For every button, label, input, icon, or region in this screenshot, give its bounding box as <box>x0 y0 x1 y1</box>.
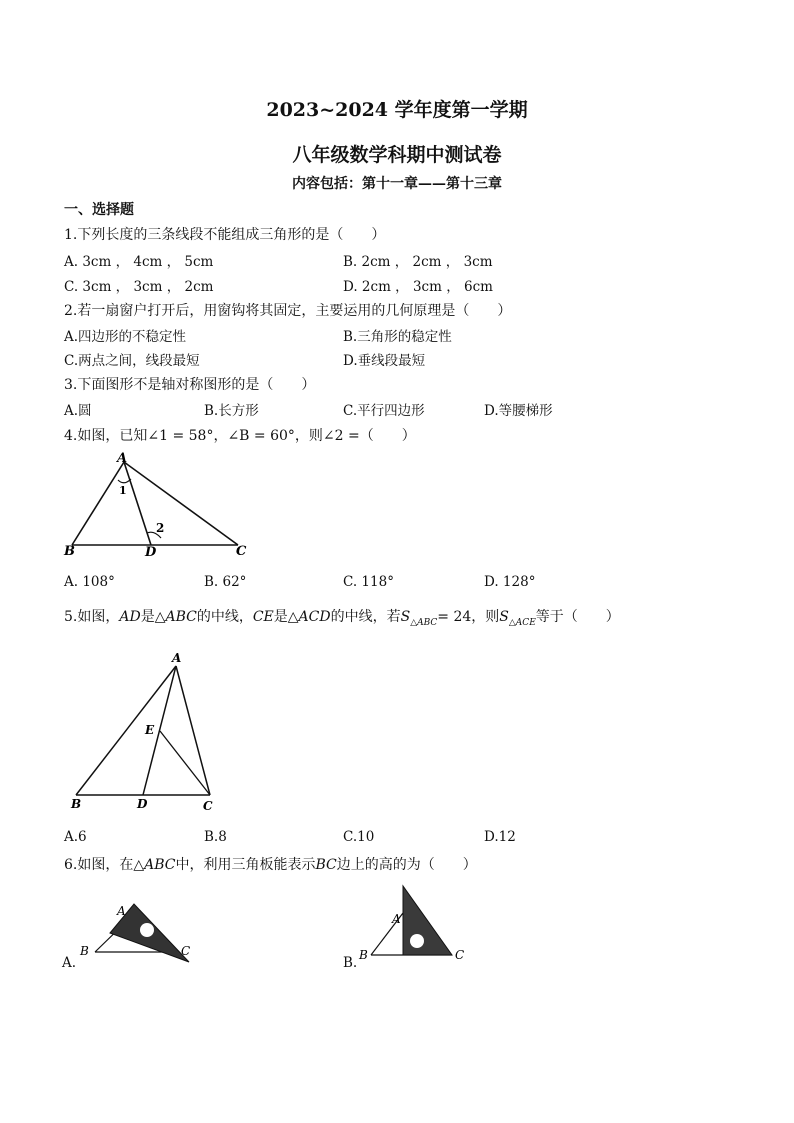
question-1-option-d: D. 2cm ， 3cm ， 6cm <box>343 279 493 295</box>
label-B: B <box>71 797 82 811</box>
question-1-option-c: C. 3cm ， 3cm ， 2cm <box>64 279 214 295</box>
question-3-option-b: B.长方形 <box>204 403 259 419</box>
q5-area-subscript-abc: △ABC <box>410 617 438 628</box>
exam-title: 八年级数学科期中测试卷 <box>292 144 502 166</box>
q5-triangle-acd: △ACD <box>287 609 331 625</box>
question-5-option-c: C.10 <box>343 829 375 845</box>
section-title: 一、选择题 <box>64 202 134 218</box>
q5-var-ad: AD <box>119 609 141 625</box>
q5-triangle-abc: △ABC <box>154 609 197 625</box>
q6-text: 边上的高的为（ ） <box>336 857 477 873</box>
question-4-option-c: C. 118° <box>343 574 394 590</box>
question-2-option-b: B.三角形的稳定性 <box>343 329 452 345</box>
question-1-stem: 1.下列长度的三条线段不能组成三角形的是（ ） <box>64 227 386 243</box>
label-A: A <box>392 912 401 926</box>
q5-text: 是 <box>273 609 288 625</box>
question-2-stem: 2.若一扇窗户打开后，用窗钩将其固定，主要运用的几何原理是（ ） <box>64 303 512 319</box>
label-A: A <box>117 451 128 466</box>
set-square-hole <box>140 923 154 937</box>
q5-text: = 24，则 <box>437 609 500 625</box>
question-3-stem: 3.下面图形不是轴对称图形的是（ ） <box>64 377 316 393</box>
label-E: E <box>145 723 155 737</box>
label-C: C <box>236 544 247 559</box>
q6-var-bc: BC <box>315 857 337 873</box>
label-D: D <box>137 797 148 811</box>
label-C: C <box>455 948 465 962</box>
question-5-option-a: A.6 <box>64 829 87 845</box>
segment-CE <box>160 731 210 795</box>
question-2-option-a: A.四边形的不稳定性 <box>64 329 187 345</box>
q6-triangle-abc: △ABC <box>133 857 176 873</box>
q5-area-symbol: S <box>499 609 509 625</box>
exam-scope: 内容包括：第十一章——第十三章 <box>292 176 502 192</box>
question-3-option-a: A.圆 <box>64 403 92 419</box>
segment-AC <box>124 462 238 545</box>
label-D: D <box>145 545 157 560</box>
question-2-option-d: D.垂线段最短 <box>343 353 426 369</box>
question-4-option-b: B. 62° <box>204 574 247 590</box>
label-A: A <box>172 651 182 665</box>
q6-text: 6.如图，在 <box>64 857 134 873</box>
q5-text: 等于（ ） <box>535 609 620 625</box>
label-angle-2: 2 <box>156 521 165 535</box>
q5-var-ce: CE <box>252 609 274 625</box>
question-5-figure <box>66 648 226 816</box>
label-A: A <box>117 904 126 918</box>
q5-text: 是 <box>140 609 155 625</box>
q5-text: 的中线，若 <box>330 609 401 625</box>
question-5-option-b: B.8 <box>204 829 227 845</box>
segment-AC <box>176 666 210 795</box>
q6-text: 中，利用三角板能表示 <box>175 857 316 873</box>
question-4-option-d: D. 128° <box>484 574 536 590</box>
segment-AB <box>72 462 124 545</box>
set-square-shape <box>403 886 452 955</box>
q5-area-subscript-ace: △ACE <box>508 617 536 628</box>
set-square-hole <box>410 934 424 948</box>
question-6-figure-a <box>62 898 202 972</box>
label-C: C <box>203 799 213 813</box>
question-4-figure <box>60 448 260 560</box>
question-2-option-c: C.两点之间，线段最短 <box>64 353 200 369</box>
question-1-option-b: B. 2cm ， 2cm ， 3cm <box>343 254 493 270</box>
question-5-option-d: D.12 <box>484 829 516 845</box>
question-3-option-d: D.等腰梯形 <box>484 403 553 419</box>
question-1-option-a: A. 3cm ， 4cm ， 5cm <box>64 254 214 270</box>
exam-year-title: 2023~2024 学年度第一学期 <box>266 99 528 121</box>
label-B: B <box>80 944 89 958</box>
q5-text: 的中线， <box>196 609 253 625</box>
label-C: C <box>181 944 191 958</box>
question-6-option-b-label: B. <box>343 955 358 971</box>
q5-text: 5.如图， <box>64 609 120 625</box>
label-B: B <box>64 544 75 559</box>
segment-AB <box>76 666 176 795</box>
question-6-figure-b <box>340 850 470 972</box>
question-5-stem <box>64 606 620 628</box>
label-B: B <box>359 948 368 962</box>
question-3-option-c: C.平行四边形 <box>343 403 425 419</box>
question-6-option-a-label: A. <box>62 955 77 971</box>
label-angle-1: 1 <box>119 484 127 497</box>
question-4-stem: 4.如图，已知∠1 = 58°，∠B = 60°，则∠2 =（ ） <box>64 428 416 444</box>
q5-area-symbol: S <box>400 609 411 625</box>
question-4-option-a: A. 108° <box>64 574 115 590</box>
